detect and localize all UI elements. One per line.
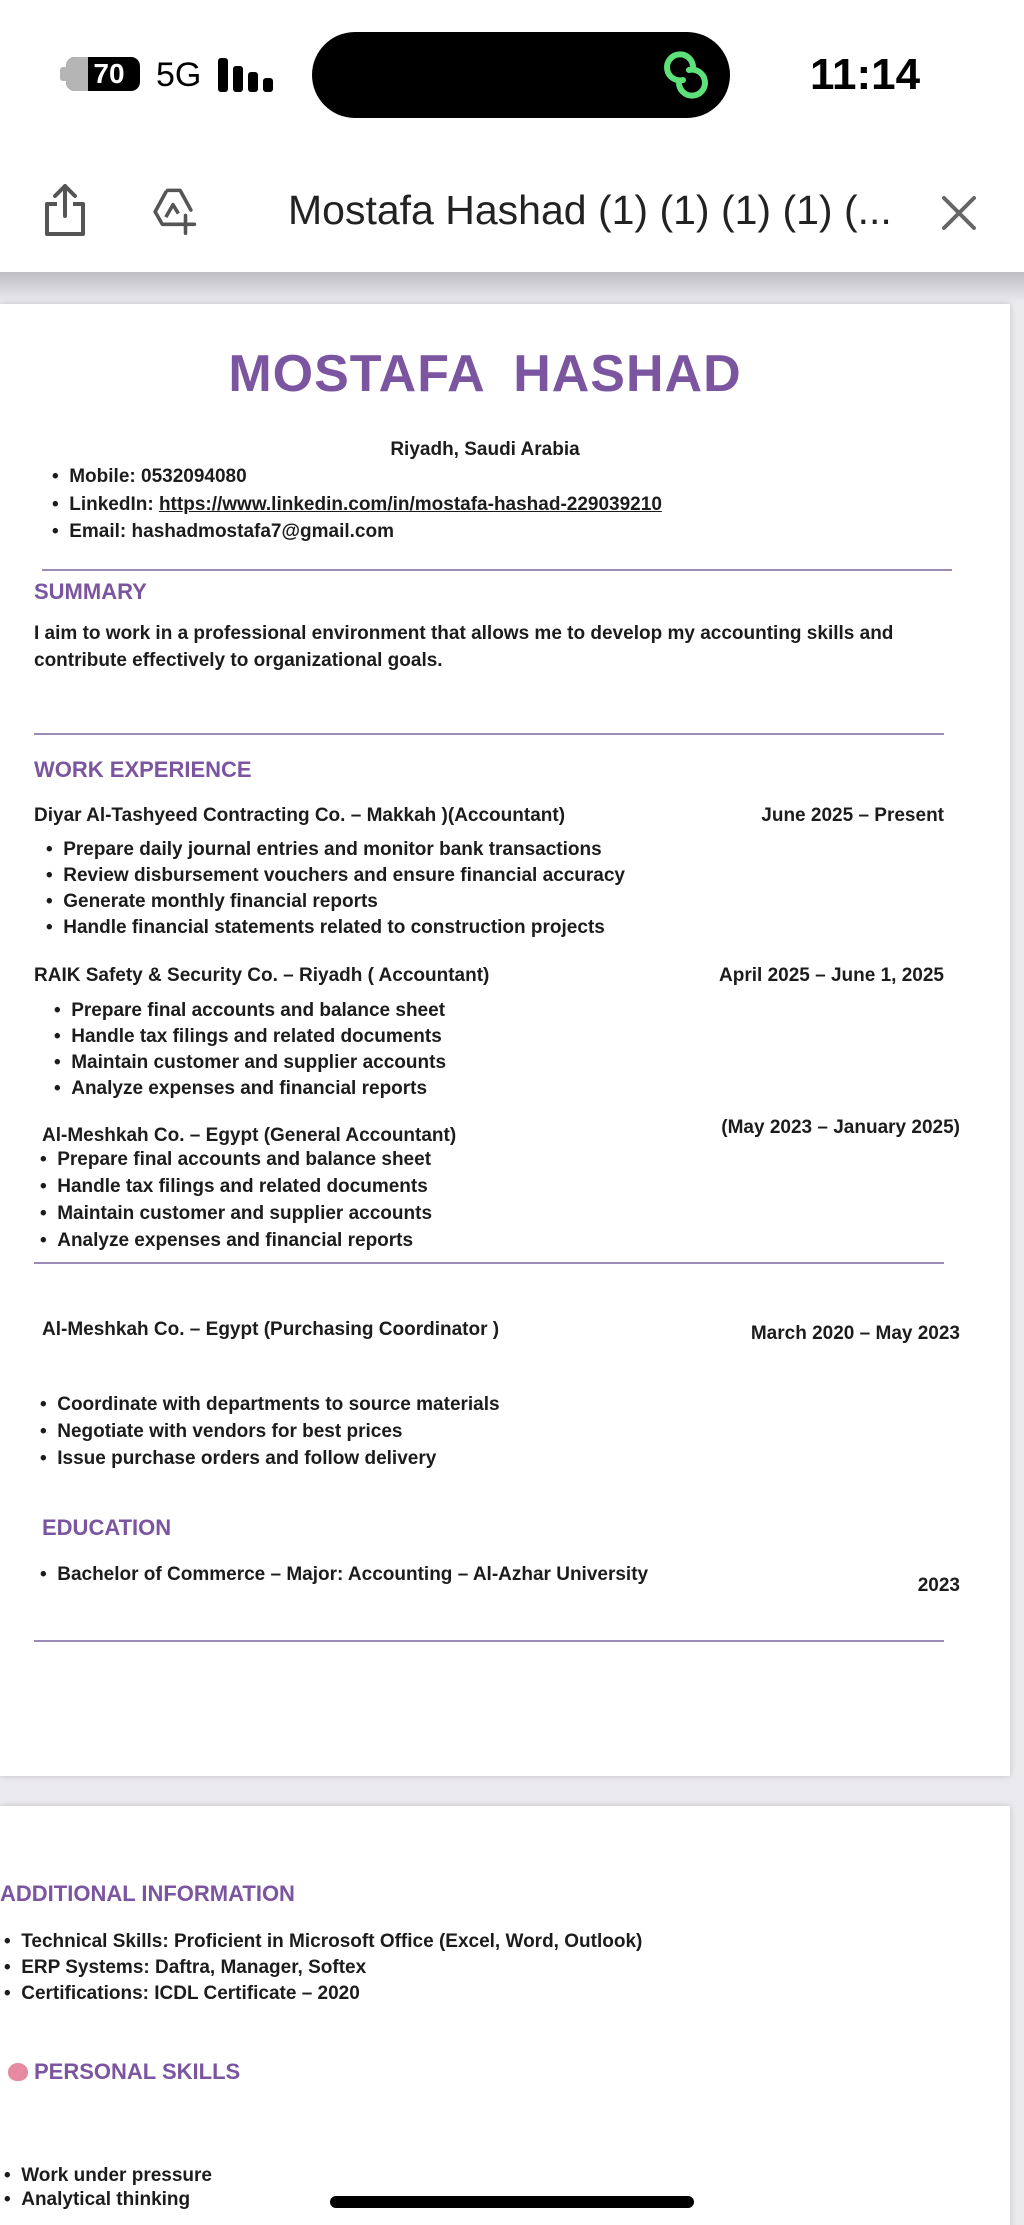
job-bullet: • Handle tax filings and related documents <box>54 1026 442 1047</box>
summary-line-2: contribute effectively to organizational goals. <box>34 650 443 671</box>
contact-mobile: • Mobile: 0532094080 <box>52 466 247 487</box>
job-title: RAIK Safety & Security Co. – Riyadh ( Accountant) <box>34 965 490 986</box>
education-degree: • Bachelor of Commerce – Major: Accounting – Al-Azhar University <box>40 1564 649 1585</box>
job-bullet: • Maintain customer and supplier accounts <box>54 1052 447 1073</box>
page-1 <box>0 304 1010 1776</box>
brain-icon <box>8 2063 28 2081</box>
status-bar <box>0 0 1024 120</box>
job-bullet: • Prepare daily journal entries and monitor bank transactions <box>46 839 602 860</box>
job-bullet: • Handle financial statements related to construction projects <box>46 917 605 938</box>
job-bullet: • Prepare final accounts and balance sheet <box>54 1000 446 1021</box>
network-type: 5G <box>156 56 202 94</box>
dynamic-island[interactable] <box>312 32 730 118</box>
share-icon[interactable] <box>40 182 90 238</box>
job-dates: April 2025 – June 1, 2025 <box>719 965 944 986</box>
clock: 11:14 <box>810 50 921 99</box>
job-bullet: • Prepare final accounts and balance sheet <box>40 1149 432 1170</box>
divider <box>42 569 952 571</box>
summary-heading: SUMMARY <box>34 579 147 604</box>
job-bullet: • Negotiate with vendors for best prices <box>40 1421 403 1442</box>
divider <box>34 733 944 735</box>
personal-item: • Work under pressure <box>4 2165 212 2186</box>
education-heading: EDUCATION <box>42 1515 172 1540</box>
drive-add-icon[interactable] <box>148 182 198 238</box>
close-icon[interactable] <box>934 188 984 238</box>
home-indicator[interactable] <box>330 2196 694 2208</box>
job-bullet: • Handle tax filings and related documents <box>40 1176 428 1197</box>
divider <box>34 1640 944 1642</box>
job-dates: (May 2023 – January 2025) <box>721 1117 960 1138</box>
job-title: Diyar Al-Tashyeed Contracting Co. – Makkah )(Accountant) <box>34 805 566 826</box>
education-year: 2023 <box>917 1575 960 1596</box>
document-title: Mostafa Hashad (1) (1) (1) (1) (... <box>288 187 892 233</box>
battery-icon <box>66 57 140 91</box>
job-bullet: • Analyze expenses and financial reports <box>54 1078 428 1099</box>
job-title: Al-Meshkah Co. – Egypt (Purchasing Coordinator ) <box>42 1319 500 1340</box>
resume-name: MOSTAFA HASHAD <box>228 345 742 403</box>
additional-heading: ADDITIONAL INFORMATION <box>0 1881 295 1906</box>
battery-percent: 70 <box>93 58 125 89</box>
link-rings-icon <box>657 50 715 100</box>
location: Riyadh, Saudi Arabia <box>390 439 580 460</box>
contact-email: • Email: hashadmostafa7@gmail.com <box>52 521 394 542</box>
document-viewer[interactable] <box>0 272 1024 2225</box>
additional-item: • ERP Systems: Daftra, Manager, Softex <box>4 1957 367 1978</box>
job-bullet: • Review disbursement vouchers and ensure financial accuracy <box>46 865 625 886</box>
signal-bars-icon <box>218 58 274 92</box>
work-heading: WORK EXPERIENCE <box>34 757 252 782</box>
additional-item: • Certifications: ICDL Certificate – 2020 <box>4 1983 360 2004</box>
job-title: Al-Meshkah Co. – Egypt (General Accountant) <box>42 1125 457 1146</box>
job-bullet: • Coordinate with departments to source materials <box>40 1394 500 1415</box>
contact-linkedin: • LinkedIn: https://www.linkedin.com/in/mostafa-hashad-229039210 <box>52 494 662 515</box>
additional-item: • Technical Skills: Proficient in Microsoft Office (Excel, Word, Outlook) <box>4 1931 643 1952</box>
job-dates: March 2020 – May 2023 <box>750 1323 960 1344</box>
job-bullet: • Issue purchase orders and follow delivery <box>40 1448 437 1469</box>
job-bullet: • Analyze expenses and financial reports <box>40 1230 414 1251</box>
viewer-toolbar <box>0 160 1024 272</box>
page-2 <box>0 1806 1010 2225</box>
divider <box>34 1262 944 1264</box>
summary-line-1: I aim to work in a professional environment that allows me to develop my accounting skills and <box>34 623 894 644</box>
linkedin-link[interactable]: https://www.linkedin.com/in/mostafa-hashad-229039210 <box>158 494 662 515</box>
personal-heading: PERSONAL SKILLS <box>8 2058 240 2086</box>
job-bullet: • Maintain customer and supplier accounts <box>40 1203 433 1224</box>
personal-item: • Analytical thinking <box>4 2189 191 2210</box>
job-bullet: • Generate monthly financial reports <box>46 891 378 912</box>
job-dates: June 2025 – Present <box>761 805 944 826</box>
